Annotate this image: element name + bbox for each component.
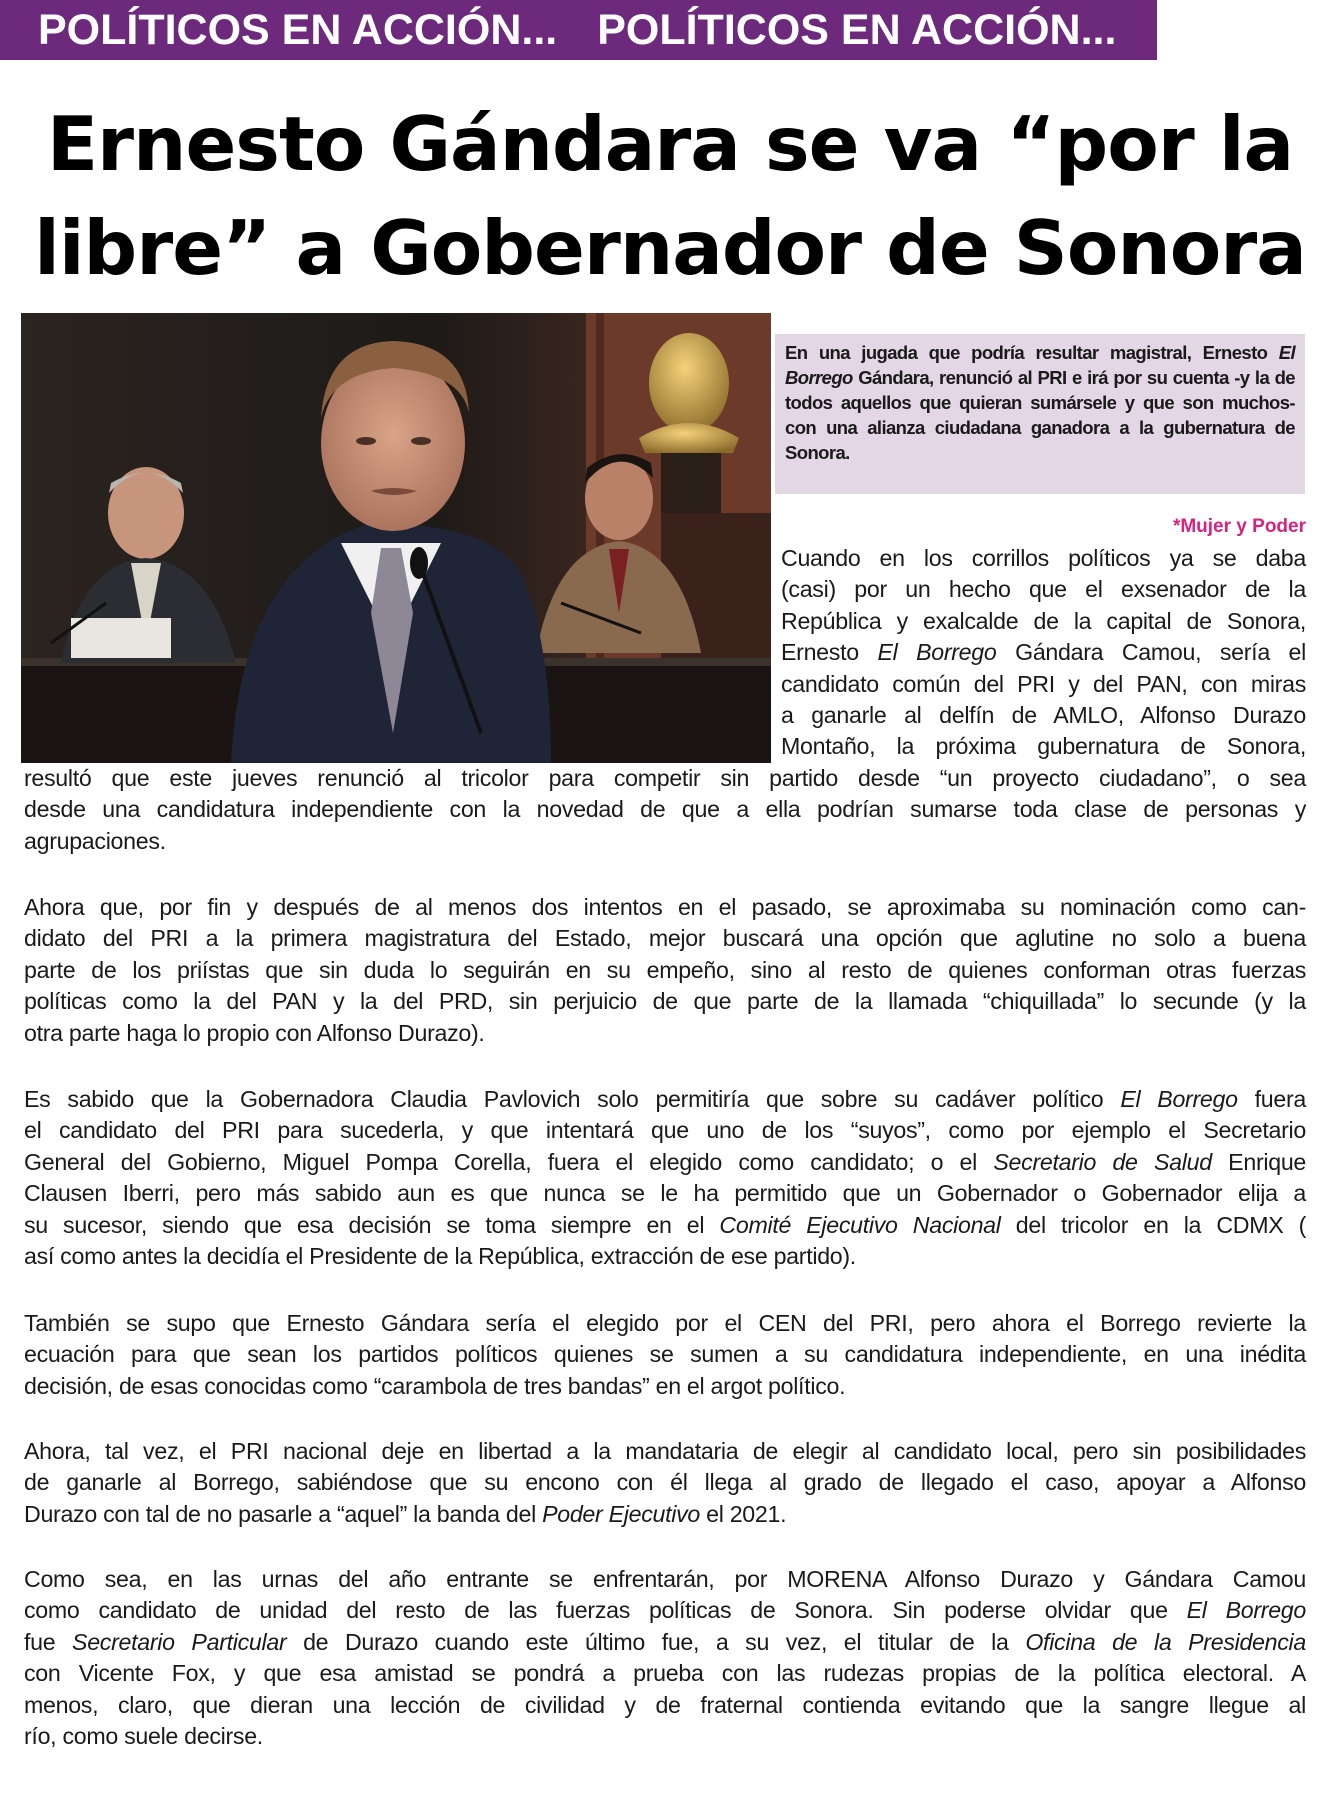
body-line: También se supo que Ernesto Gándara sería el elegido por el CEN del PRI, pero ahora el Borrego revierte la	[24, 1310, 1306, 1336]
body-text: Enrique	[1211, 1148, 1307, 1175]
body-line: desde una candidatura independiente con la novedad de que a ella podrían sumarse toda clase de personas y	[24, 796, 1306, 823]
body-line: Montaño, la próxima gubernatura de Sonora,	[781, 733, 1306, 760]
body-line: Cuando en los corrillos políticos ya se daba	[781, 545, 1306, 571]
body-italic: Poder Ejecutivo	[542, 1500, 700, 1527]
paragraph-1-side	[781, 543, 1306, 763]
paragraph-5	[24, 1436, 1306, 1530]
body-text: del tricolor en la CDMX (	[1000, 1211, 1306, 1238]
body-line: así como antes la decidía el Presidente de la República, extracción de ese partido).	[24, 1243, 856, 1270]
body-italic: Secretario de Salud	[993, 1148, 1212, 1175]
body-line	[24, 1595, 1306, 1626]
body-line: menos, claro, que dieran una lección de civilidad y de fraternal contienda evitando que la sangre llegue al	[24, 1691, 1306, 1718]
body-line: otra parte haga lo propio con Alfonso Durazo).	[24, 1019, 485, 1046]
headline-line-2: libre” a Gobernador de Sonora	[34, 204, 1306, 292]
body-line: didato del PRI a la primera magistratura del Estado, mejor buscará una opción que aglutine no solo a buena	[24, 925, 1306, 952]
article-headline	[20, 92, 1320, 300]
body-italic: El Borrego	[1186, 1597, 1306, 1624]
body-text: Ernesto	[781, 639, 878, 666]
body-line: República y exalcalde de la capital de Sonora,	[781, 607, 1306, 634]
body-italic: Comité Ejecutivo Nacional	[719, 1211, 1001, 1238]
summary-nickname: El Borrego	[785, 342, 1295, 388]
body-italic: Oficina de la Presidencia	[1025, 1628, 1306, 1655]
paragraph-3	[24, 1084, 1306, 1272]
body-line: con Vicente Fox, y que esa amistad se pondrá a prueba con las rudezas propias de la política electoral. A	[24, 1660, 1306, 1687]
body-line: políticas como la del PAN y la del PRD, sin perjuicio de que parte de la llamada “chiquillada” lo secunde (y la	[24, 988, 1306, 1015]
paragraph-1-full	[24, 763, 1306, 857]
paragraph-2	[24, 892, 1306, 1049]
banner-text: POLÍTICOS EN ACCIÓN...	[38, 6, 558, 54]
body-text: como candidato de unidad del resto de las fuerzas políticas de Sonora. Sin poderse olvidar que	[24, 1597, 1187, 1624]
body-line: resultó que este jueves renunció al tricolor para competir sin partido desde “un proyecto ciudadano”, o sea	[24, 765, 1306, 791]
body-line: Ahora que, por fin y después de al menos dos intentos en el pasado, se aproximaba su nominación como can-	[24, 894, 1306, 920]
body-text: de Durazo cuando este último fue, a su vez, el titular de la	[286, 1628, 1026, 1655]
body-text: su sucesor, siendo que esa decisión se toma siempre en el	[24, 1211, 720, 1238]
body-line: ecuación para que sean los partidos políticos quienes se sumen a su candidatura independiente, en una inédita	[24, 1341, 1306, 1368]
body-line: el candidato del PRI para sucederla, y que intentará que uno de los “suyos”, como por ejemplo el Secretario	[24, 1117, 1306, 1144]
summary-text-1: En una jugada que podría resultar magistral, Ernesto	[785, 342, 1279, 363]
body-line	[24, 1147, 1306, 1178]
body-italic: El Borrego	[877, 639, 997, 666]
body-line: candidato común del PRI y del PAN, con miras	[781, 670, 1306, 697]
body-text: fuera	[1237, 1086, 1306, 1112]
body-line	[781, 637, 1306, 668]
banner-text-repeat: POLÍTICOS EN ACCIÓN...	[597, 6, 1117, 54]
body-line: a ganarle al delfín de AMLO, Alfonso Durazo	[781, 702, 1306, 729]
author-credit: *Mujer y Poder	[1172, 516, 1306, 537]
body-line	[24, 1627, 1306, 1658]
body-text: General del Gobierno, Miguel Pompa Corella, fuera el elegido como candidato; o el	[24, 1148, 994, 1175]
body-line: de ganarle al Borrego, sabiéndose que su encono con él llega al grado de llegado el caso, apoyar a Alfonso	[24, 1469, 1306, 1496]
article-photo	[21, 313, 771, 763]
body-line	[24, 1499, 1306, 1530]
paragraph-6	[24, 1564, 1306, 1752]
body-line: (casi) por un hecho que el exsenador de la	[781, 576, 1306, 603]
body-line: Ahora, tal vez, el PRI nacional deje en libertad a la mandataria de elegir al candidato local, pero sin posibilidades	[24, 1438, 1306, 1464]
article-summary	[775, 334, 1305, 494]
body-italic: Secretario Particular	[72, 1628, 287, 1655]
body-text: Es sabido que la Gobernadora Claudia Pavlovich solo permitiría que sobre su cadáver político	[24, 1086, 1121, 1112]
paragraph-4	[24, 1308, 1306, 1402]
body-text: el 2021.	[699, 1500, 787, 1527]
body-line	[24, 1084, 1306, 1115]
summary-text-2: Gándara, renunció al PRI e irá por su cuenta -y la de todos aquellos que quieran sumársele y que son muchos- con una alianza ciudadana ganadora a la gubernatura de Sonora.	[785, 367, 1295, 463]
body-line: decisión, de esas conocidas como “carambola de tres bandas” en el argot político.	[24, 1372, 846, 1399]
body-line: río, como suele decirse.	[24, 1723, 263, 1750]
body-line	[24, 1210, 1306, 1241]
body-text: Gándara Camou, sería el	[996, 639, 1306, 666]
body-text: Durazo con tal de no pasarle a “aquel” la banda del	[24, 1500, 543, 1527]
body-line: agrupaciones.	[24, 827, 166, 854]
body-italic: El Borrego	[1120, 1086, 1238, 1112]
body-line: Como sea, en las urnas del año entrante se enfrentarán, por MORENA Alfonso Durazo y Gándara Camou	[24, 1566, 1306, 1592]
body-text: fue	[24, 1628, 73, 1655]
senator-photo-illustration	[21, 313, 771, 763]
section-banner	[0, 0, 1157, 60]
body-line: Clausen Iberri, pero más sabido aun es que nunca se le ha permitido que un Gobernador o Gobernador elija a	[24, 1180, 1306, 1207]
body-line: parte de los priístas que sin duda lo seguirán en su empeño, sino al resto de quienes conforman otras fuerzas	[24, 956, 1306, 983]
headline-line-1: Ernesto Gándara se va “por la	[46, 100, 1294, 188]
